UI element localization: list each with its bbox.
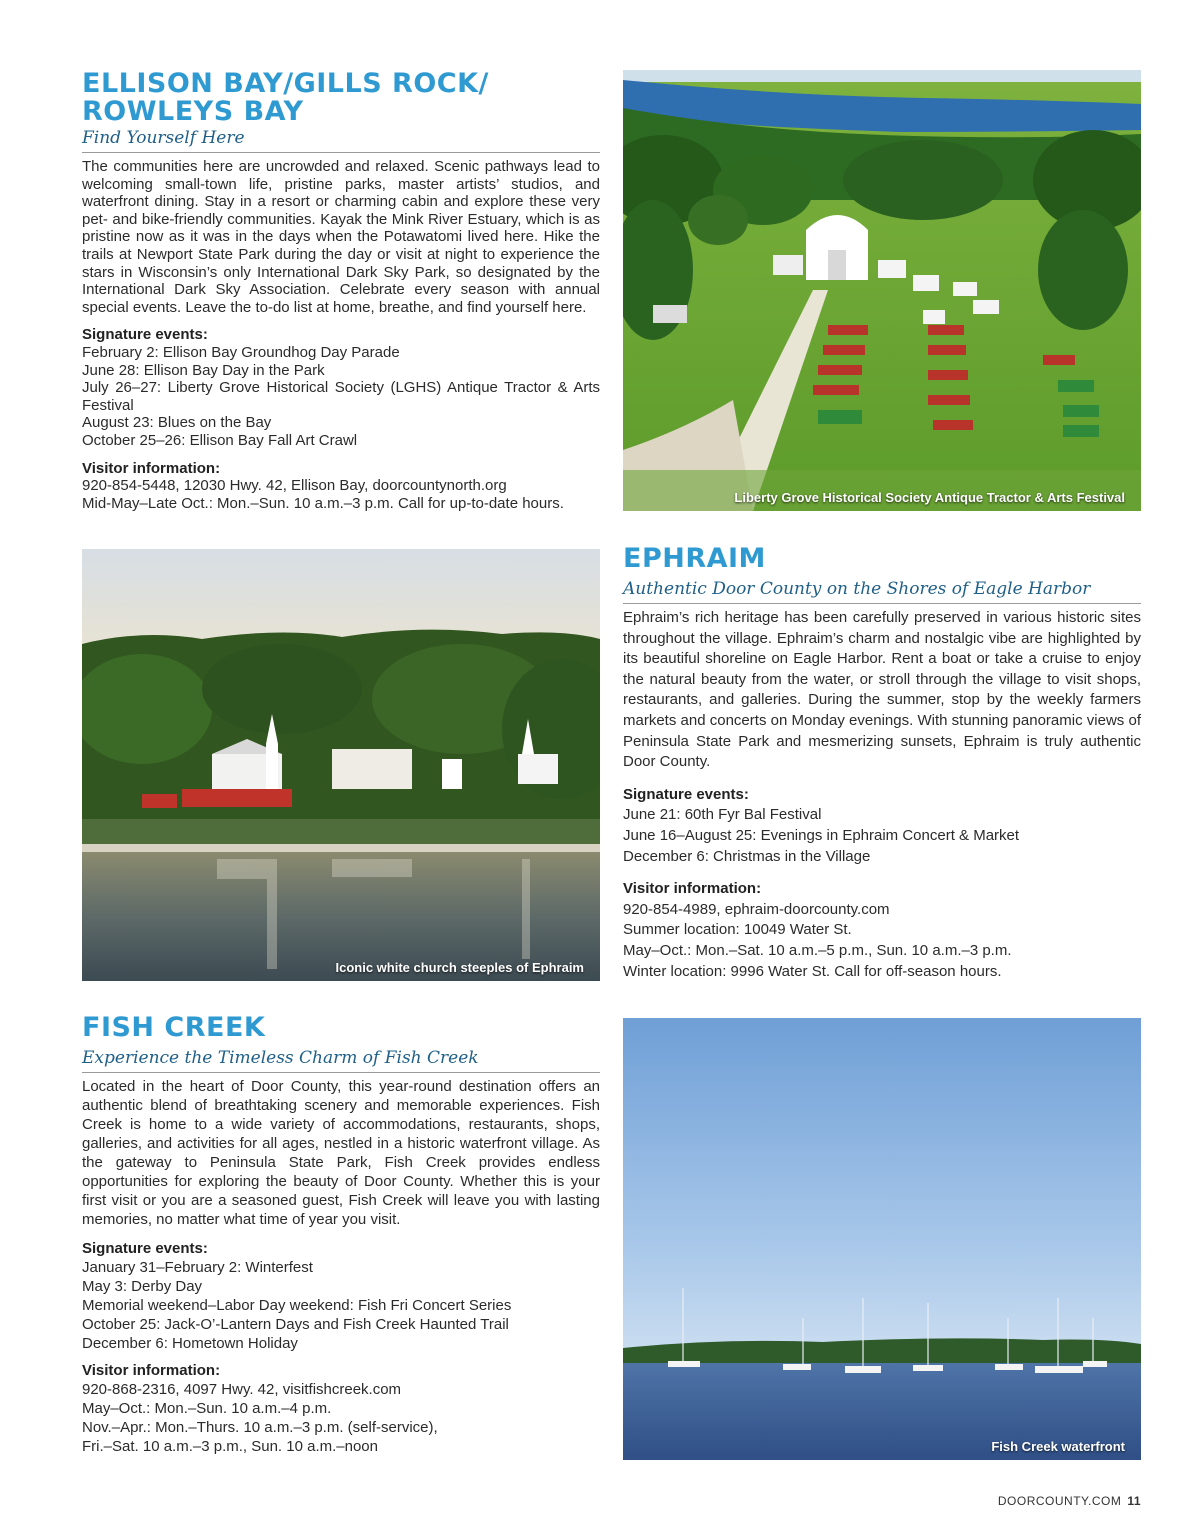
section-tagline: Find Yourself Here xyxy=(82,128,600,153)
fish-creek-photo xyxy=(623,1018,1141,1460)
section-title xyxy=(82,70,600,126)
event-item: June 28: Ellison Bay Day in the Park xyxy=(82,361,325,379)
ephraim-church-image xyxy=(82,549,600,981)
visitor-line: Mid-May–Late Oct.: Mon.–Sun. 10 a.m.–3 p.m. Call for up-to-date hours. xyxy=(82,494,564,512)
tractor-festival-image xyxy=(623,70,1141,511)
event-item: December 6: Hometown Holiday xyxy=(82,1335,298,1352)
fish-creek-section xyxy=(82,1014,600,1456)
section-body: Located in the heart of Door County, this year-round destination offers an authentic blend of breathtaking scenery and memorable experiences. Fish Creek is home to a wide variety of accommodations, restaurants, shops, galleries, and activities for all ages, nestled in a historic waterfront village. As the gateway to Peninsula State Park, Fish Creek provides endless opportunities for exploring the beauty of Door County. Whether this is your first visit or you are a seasoned guest, Fish Creek will leave you with lasting memories, no matter what time of year you visit. xyxy=(82,1078,600,1228)
event-item: Memorial weekend–Labor Day weekend: Fish Fri Concert Series xyxy=(82,1297,512,1314)
event-item: August 23: Blues on the Bay xyxy=(82,414,272,432)
page-number: 11 xyxy=(1127,1494,1141,1508)
visitor-information xyxy=(82,460,600,513)
page-footer xyxy=(998,1494,1141,1508)
event-item: January 31–February 2: Winterfest xyxy=(82,1259,313,1276)
events-label: Signature events: xyxy=(623,785,749,803)
signature-events xyxy=(82,326,600,449)
section-title: FISH CREEK xyxy=(82,1012,266,1043)
visitor-line: 920-854-5448, 12030 Hwy. 42, Ellison Bay, doorcountynorth.org xyxy=(82,477,507,495)
event-item: May 3: Derby Day xyxy=(82,1278,203,1295)
event-item: June 16–August 25: Evenings in Ephraim Concert & Market xyxy=(623,826,1020,844)
visitor-line: Winter location: 9996 Water St. Call for off-season hours. xyxy=(623,962,1002,980)
section-tagline: Authentic Door County on the Shores of Eagle Harbor xyxy=(623,579,1141,604)
section-body: The communities here are uncrowded and relaxed. Scenic pathways lead to welcoming small-town life, pristine parks, master artists’ studios, and waterfront dining. Stay in a resort or charming cabin and explore these very pet- and bike-friendly communities. Kayak the Mink River Estuary, which is as pristine now as it was in the days when the Potawatomi lived here. Hike the trails at Newport State Park during the day or visit at night to experience the stars in Wisconsin’s only International Dark Sky Park, so designated by the International Dark Sky Association. Celebrate every season with annual special events. Leave the to-do list at home, breathe, and find yourself here. xyxy=(82,158,600,316)
events-label: Signature events: xyxy=(82,326,208,344)
fish-creek-image xyxy=(623,1018,1141,1460)
title-line-1: ELLISON BAY/GILLS ROCK/ xyxy=(82,68,489,99)
signature-events xyxy=(82,1239,600,1353)
tractor-festival-photo xyxy=(623,70,1141,511)
photo-caption: Fish Creek waterfront xyxy=(991,1439,1125,1454)
visitor-line: May–Oct.: Mon.–Sat. 10 a.m.–5 p.m., Sun. 10 a.m.–3 p.m. xyxy=(623,941,1012,959)
event-item: October 25: Jack-O’-Lantern Days and Fish Creek Haunted Trail xyxy=(82,1316,509,1333)
signature-events xyxy=(623,785,1141,867)
visitor-line: Summer location: 10049 Water St. xyxy=(623,921,852,939)
ephraim-section xyxy=(623,545,1141,982)
visitor-label: Visitor information: xyxy=(82,459,221,477)
section-tagline: Experience the Timeless Charm of Fish Creek xyxy=(82,1048,600,1073)
photo-caption: Iconic white church steeples of Ephraim xyxy=(335,960,584,975)
visitor-line: 920-854-4989, ephraim-doorcounty.com xyxy=(623,900,890,918)
photo-caption: Liberty Grove Historical Society Antique Tractor & Arts Festival xyxy=(734,490,1125,505)
event-item: December 6: Christmas in the Village xyxy=(623,847,871,865)
event-item: October 25–26: Ellison Bay Fall Art Crawl xyxy=(82,431,358,449)
visitor-line: 920-868-2316, 4097 Hwy. 42, visitfishcreek.com xyxy=(82,1381,402,1398)
visitor-line: Fri.–Sat. 10 a.m.–3 p.m., Sun. 10 a.m.–noon xyxy=(82,1438,378,1455)
section-title: EPHRAIM xyxy=(623,543,766,574)
visitor-information xyxy=(82,1361,600,1456)
ephraim-church-photo xyxy=(82,549,600,981)
visitor-label: Visitor information: xyxy=(82,1362,221,1379)
section-body: Ephraim’s rich heritage has been carefully preserved in various historic sites throughout the village. Ephraim’s charm and nostalgic vibe are highlighted by its beautiful shoreline on Eagle Harbor. Rent a boat or take a cruise to enjoy the natural beauty from the water, or stroll through the village to visit shops, restaurants, and galleries. During the summer, stop by the weekly farmers markets and concerts on Monday evenings. With stunning panoramic views of Peninsula State Park and mesmerizing sunsets, Ephraim is truly authentic Door County. xyxy=(623,609,1141,771)
ellison-bay-section xyxy=(82,70,600,512)
event-item: June 21: 60th Fyr Bal Festival xyxy=(623,806,822,824)
event-item: July 26–27: Liberty Grove Historical Society (LGHS) Antique Tractor & Arts Festival xyxy=(82,379,600,414)
events-label: Signature events: xyxy=(82,1240,208,1257)
visitor-line: May–Oct.: Mon.–Sun. 10 a.m.–4 p.m. xyxy=(82,1400,332,1417)
visitor-label: Visitor information: xyxy=(623,880,762,898)
title-line-2: ROWLEYS BAY xyxy=(82,96,304,127)
visitor-information xyxy=(623,879,1141,982)
footer-site: DOORCOUNTY.COM xyxy=(997,1494,1122,1508)
visitor-line: Nov.–Apr.: Mon.–Thurs. 10 a.m.–3 p.m. (self-service), xyxy=(82,1419,438,1436)
event-item: February 2: Ellison Bay Groundhog Day Parade xyxy=(82,343,400,361)
